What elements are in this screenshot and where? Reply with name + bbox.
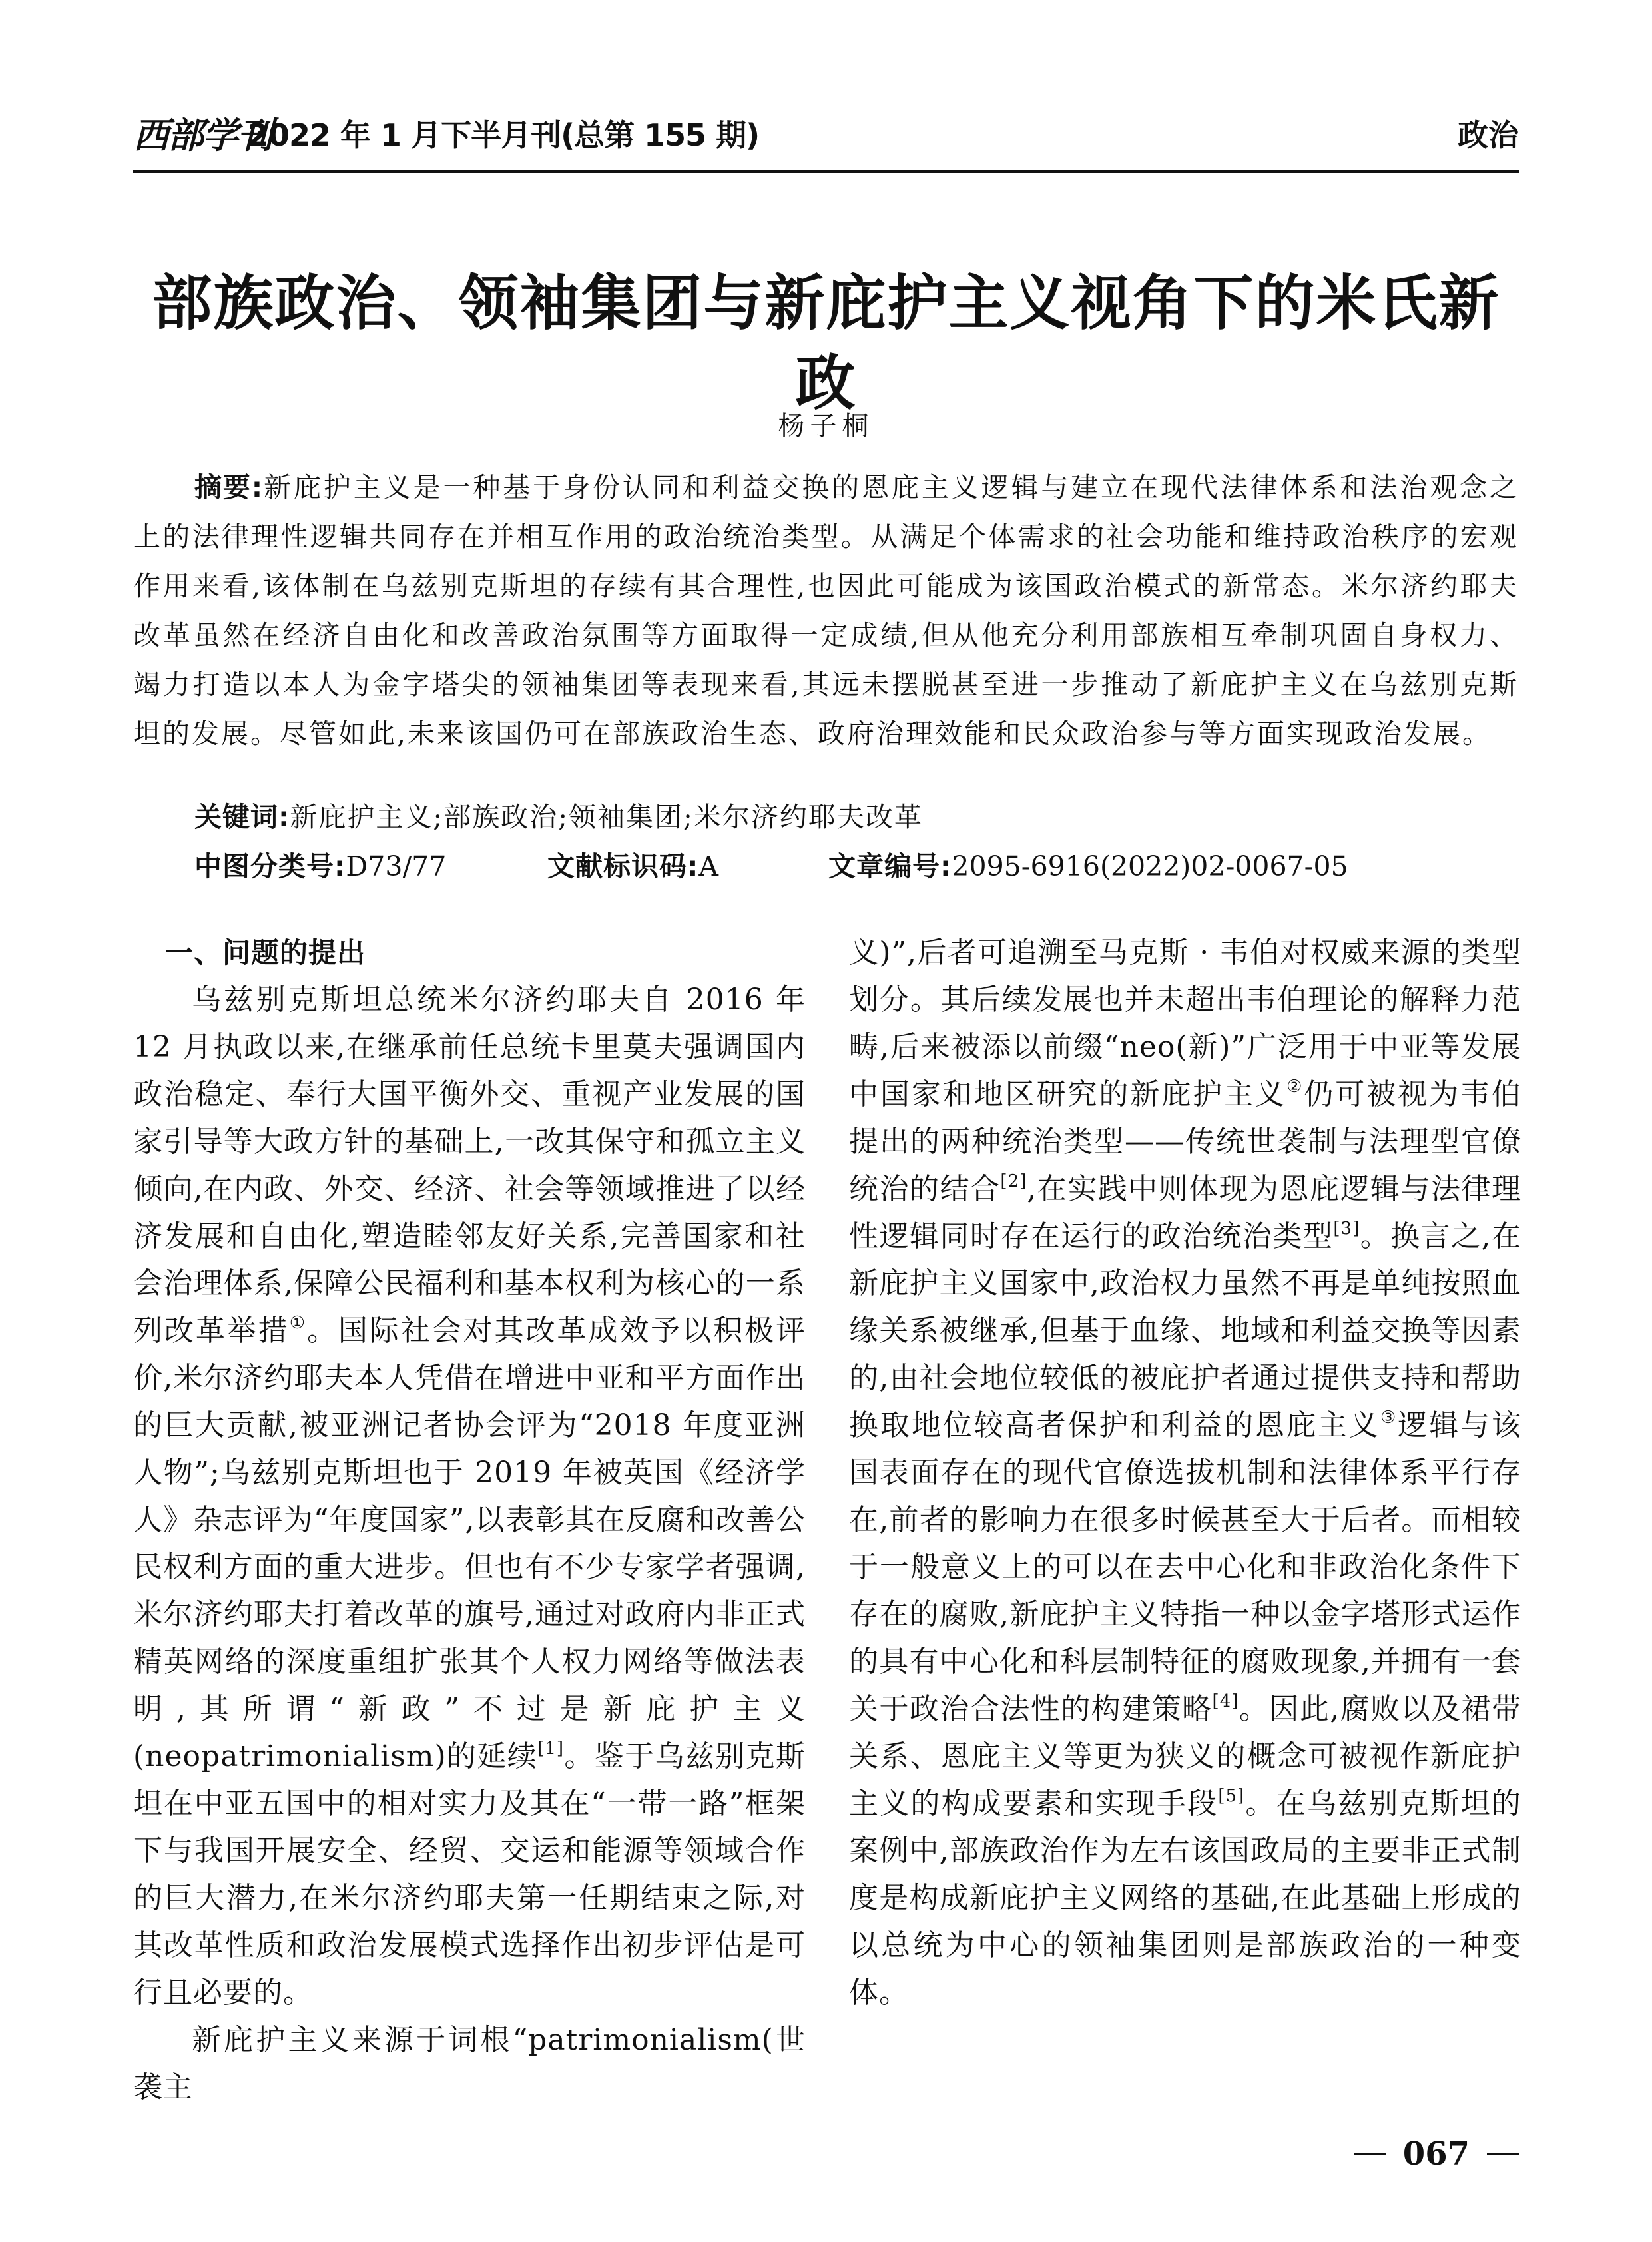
footnote-marker: ③ xyxy=(1380,1408,1398,1428)
article-no-value: 2095-6916(2022)02-0067-05 xyxy=(952,850,1348,882)
document-code xyxy=(547,842,718,891)
journal-logo: 西部学刊 xyxy=(133,114,272,156)
article-no-label: 文章编号: xyxy=(828,850,952,882)
running-header xyxy=(133,112,1519,165)
classification-info xyxy=(194,842,1519,891)
paragraph-text: 仍可被视为韦伯提出的两种统治类型——传统世袭制与法理型官僚统治的结合 xyxy=(849,1077,1521,1206)
paragraph-text: 。国际社会对其改革成效予以积极评价,米尔济约耶夫本人凭借在增进中亚和平方面作出的巨大贡献,被亚洲记者协会评为“2018 年度亚洲人物”;乌兹别克斯坦也于 2019 年被英国《经济学人》杂志评为“年度国家”,以表彰其在反腐和改善公民权利方面的重大进步。但也有不少专家学者强调,米尔济约耶夫打着改革的旗号,通过对政府内非正式精英网络的深度重组扩张其个人权力网络等做法表明,其所谓“新政”不过是新庇护主义(neopatrimonialism)的延续 xyxy=(133,1314,806,1773)
keywords-text: 新庇护主义;部族政治;领袖集团;米尔济约耶夫改革 xyxy=(290,801,923,833)
doc-code-value: A xyxy=(698,850,719,882)
body-column-right xyxy=(849,929,1521,2016)
article-number xyxy=(828,842,1348,891)
header-rule-thick xyxy=(133,170,1519,173)
abstract xyxy=(133,463,1519,758)
clc-number xyxy=(194,842,446,891)
footnote-marker: ② xyxy=(1286,1077,1304,1097)
reference-marker: [4] xyxy=(1212,1691,1239,1711)
folio-dash-left xyxy=(1354,2153,1386,2155)
reference-marker: [2] xyxy=(1000,1171,1027,1191)
paragraph-text: 。因此,腐败以及裙带关系、恩庇主义等更为狭义的概念可被视作新庇护主义的构成要素和实现手段 xyxy=(849,1692,1521,1821)
issue-info: 2022 年 1 月下半月刊(总第 155 期) xyxy=(248,117,760,153)
reference-marker: [5] xyxy=(1218,1786,1245,1806)
paragraph-text: 乌兹别克斯坦总统米尔济约耶夫自 2016 年 12 月执政以来,在继承前任总统卡里莫夫强调国内政治稳定、奉行大国平衡外交、重视产业发展的国家引导等大政方针的基础上,一改其保守和孤立主义倾向,在内政、外交、经济、社会等领域推进了以经济发展和自由化,塑造睦邻友好关系,完善国家和社会治理体系,保障公民福利和基本权利为核心的一系列改革举措 xyxy=(133,983,806,1348)
clc-value: D73/77 xyxy=(346,850,447,882)
paragraph-text: 逻辑与该国表面存在的现代官僚选拔机制和法律体系平行存在,前者的影响力在很多时候甚至大于后者。而相较于一般意义上的可以在去中心化和非政治化条件下存在的腐败,新庇护主义特指一种以金字塔形式运作的具有中心化和科层制特征的腐败现象,并拥有一套关于政治合法性的构建策略 xyxy=(849,1408,1521,1726)
abstract-label: 摘要: xyxy=(194,471,264,503)
body-paragraph xyxy=(133,976,806,2016)
paragraph-text: 义)”,后者可追溯至马克斯 · 韦伯对权威来源的类型划分。其后续发展也并未超出韦伯理论的解释力范畴,后来被添以前缀“neo(新)”广泛用于中亚等发展中国家和地区研究的新庇护主义 xyxy=(849,936,1521,1111)
keywords xyxy=(194,792,1519,842)
page-number: 067 xyxy=(1402,2135,1470,2173)
reference-marker: [1] xyxy=(537,1739,565,1759)
doc-code-label: 文献标识码: xyxy=(547,850,699,882)
section-heading: 一、问题的提出 xyxy=(165,936,366,969)
article-author: 杨子桐 xyxy=(778,411,874,441)
paragraph-text: 。鉴于乌兹别克斯坦在中亚五国中的相对实力及其在“一带一路”框架下与我国开展安全、经贸、交运和能源等领域合作的巨大潜力,在米尔济约耶夫第一任期结束之际,对其改革性质和政治发展模式选择作出初步评估是可行且必要的。 xyxy=(133,1739,806,2010)
section-name: 政治 xyxy=(1458,117,1519,153)
paragraph-text: ,在实践中则体现为恩庇逻辑与法律理性逻辑同时存在运行的政治统治类型 xyxy=(849,1172,1521,1253)
body-paragraph xyxy=(849,929,1521,2016)
page-folio xyxy=(1354,2127,1519,2181)
folio-dash-right xyxy=(1487,2153,1519,2155)
body-column-left xyxy=(133,929,806,2111)
reference-marker: [3] xyxy=(1333,1219,1360,1239)
clc-label: 中图分类号: xyxy=(194,850,346,882)
keywords-label: 关键词: xyxy=(194,801,290,833)
footnote-marker: ① xyxy=(289,1313,307,1333)
body-paragraph: 新庇护主义来源于词根“patrimonialism(世袭主 xyxy=(133,2023,806,2104)
article-title: 部族政治、领袖集团与新庇护主义视角下的米氏新政 xyxy=(152,268,1500,418)
paragraph-text: 。在乌兹别克斯坦的案例中,部族政治作为左右该国政局的主要非正式制度是构成新庇护主义网络的基础,在此基础上形成的以总统为中心的领袖集团则是部族政治的一种变体。 xyxy=(849,1787,1521,2010)
paragraph-text: 。换言之,在新庇护主义国家中,政治权力虽然不再是单纯按照血缘关系被继承,但基于血缘、地域和利益交换等因素的,由社会地位较低的被庇护者通过提供支持和帮助换取地位较高者保护和利益的恩庇主义 xyxy=(849,1219,1521,1442)
abstract-text: 新庇护主义是一种基于身份认同和利益交换的恩庇主义逻辑与建立在现代法律体系和法治观念之上的法律理性逻辑共同存在并相互作用的政治统治类型。从满足个体需求的社会功能和维持政治秩序的宏观作用来看,该体制在乌兹别克斯坦的存续有其合理性,也因此可能成为该国政治模式的新常态。米尔济约耶夫改革虽然在经济自由化和改善政治氛围等方面取得一定成绩,但从他充分利用部族相互牵制巩固自身权力、竭力打造以本人为金字塔尖的领袖集团等表现来看,其远未摆脱甚至进一步推动了新庇护主义在乌兹别克斯坦的发展。尽管如此,未来该国仍可在部族政治生态、政府治理效能和民众政治参与等方面实现政治发展。 xyxy=(133,471,1519,750)
